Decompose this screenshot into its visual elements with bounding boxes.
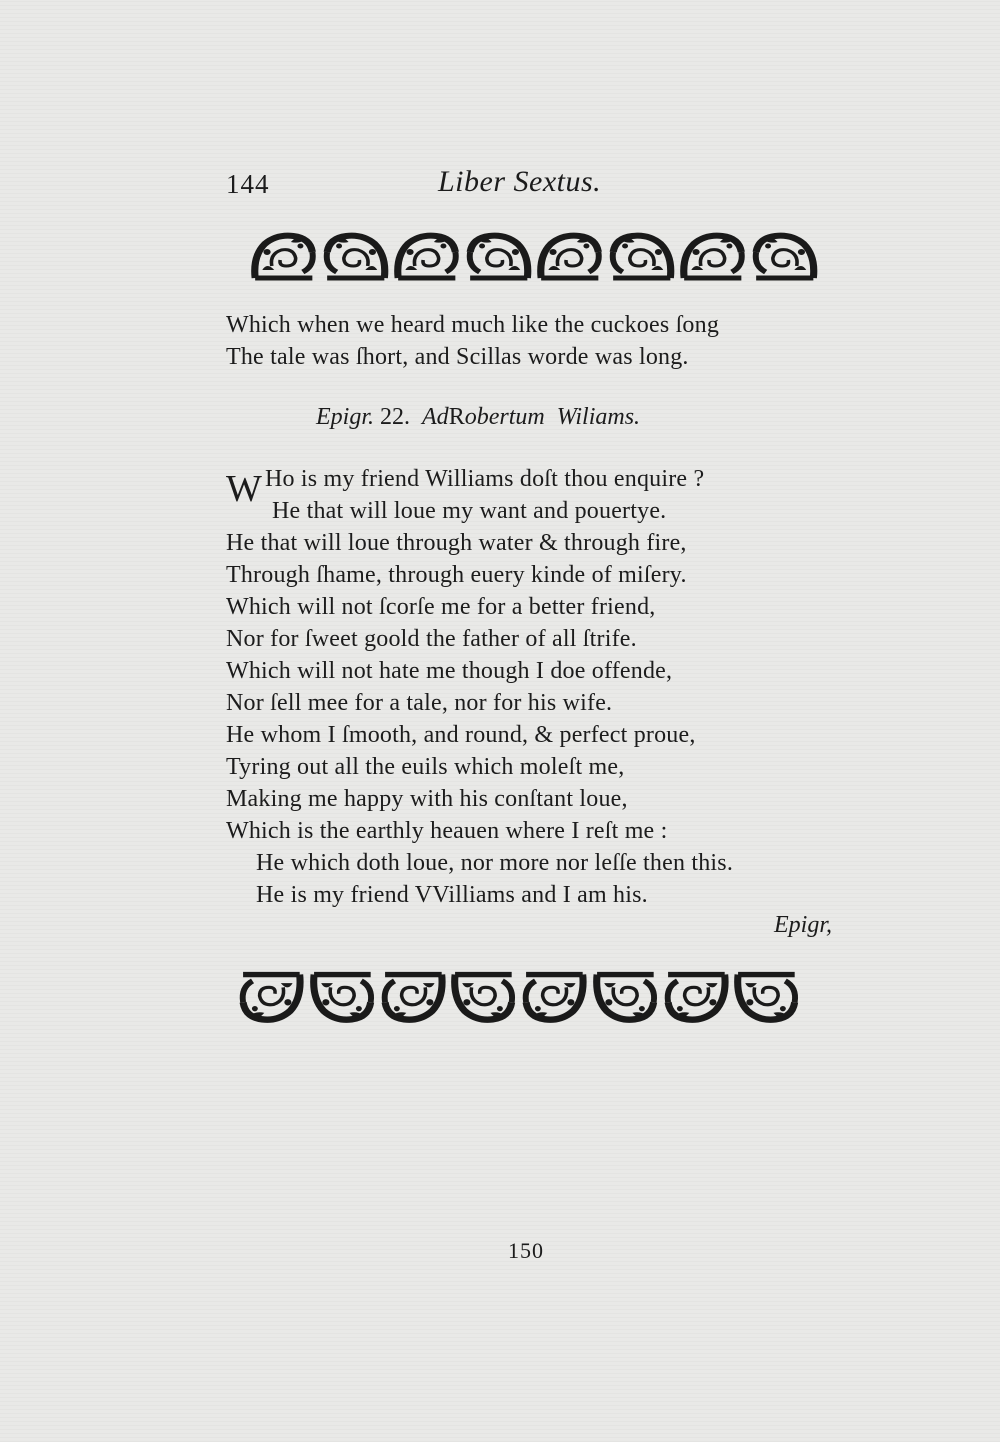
- verse-line-text: Making me happy with his conſtant loue,: [226, 786, 628, 812]
- vine-scroll-icon: [731, 966, 802, 1030]
- verse-line: [265, 466, 704, 493]
- verse-line-text: Which will not hate me though I doe offende,: [226, 658, 673, 684]
- verse-line: [256, 882, 648, 909]
- verse-line: [256, 850, 733, 877]
- vine-scroll-icon: [677, 226, 749, 286]
- intro-line-2: [226, 344, 689, 371]
- verse-line-text: He is my friend VVilliams and I am his.: [256, 882, 648, 908]
- epigram-name-roman: R: [448, 404, 465, 430]
- vine-scroll-icon: [749, 226, 821, 286]
- verse-line-text: Which will not ſcorſe me for a better friend,: [226, 594, 656, 620]
- vine-scroll-icon: [378, 966, 449, 1030]
- vine-scroll-icon: [606, 226, 678, 286]
- vine-scroll-icon: [534, 226, 606, 286]
- epigram-label: Epigr.: [316, 404, 375, 430]
- verse-line: [226, 690, 612, 717]
- vine-scroll-icon: [661, 966, 732, 1030]
- verse-line: [226, 562, 687, 589]
- epigram-heading: [316, 404, 640, 431]
- vine-scroll-icon: [448, 966, 519, 1030]
- epigram-number: 22.: [380, 404, 411, 430]
- verse-line: [272, 498, 666, 525]
- verse-line-text: Tyring out all the euils which moleſt me,: [226, 754, 625, 780]
- vine-scroll-icon: [236, 966, 307, 1030]
- verse-line: [226, 786, 628, 813]
- running-head: [226, 163, 826, 203]
- vine-scroll-icon: [320, 226, 392, 286]
- verse-line-text: He which doth loue, nor more nor leſſe then this.: [256, 850, 734, 876]
- catchword: Epigr,: [773, 912, 832, 938]
- verse-line: [226, 722, 696, 749]
- verse-line: [226, 626, 637, 653]
- bottom-vine-ornament: [236, 966, 802, 1030]
- intro-line-1-text: Which when we heard much like the cuckoes ſong: [226, 312, 720, 338]
- vine-scroll-icon: [391, 226, 463, 286]
- vine-scroll-icon: [463, 226, 535, 286]
- verse-line-text: Nor for ſweet goold the father of all ſtrife.: [226, 626, 637, 652]
- verse-line-text: Through ſhame, through euery kinde of miſery.: [226, 562, 687, 588]
- verse-line-text: He whom I ſmooth, and round, & perfect proue,: [226, 722, 696, 748]
- intro-line-2-text: The tale was ſhort, and Scillas worde was long.: [226, 344, 689, 370]
- verse-line-text: Which is the earthly heauen where I reſt me :: [226, 818, 668, 844]
- epigram-ad: Ad: [422, 404, 449, 430]
- running-title: Liber Sextus.: [438, 165, 602, 198]
- vine-scroll-icon: [307, 966, 378, 1030]
- vine-scroll-icon: [590, 966, 661, 1030]
- drop-cap: W: [226, 468, 262, 510]
- vine-scroll-icon: [248, 226, 320, 286]
- verse-line: [226, 658, 672, 685]
- verse-line-text: He that will loue my want and pouertye.: [272, 498, 667, 524]
- epigram-name-rest: obertum: [464, 404, 545, 430]
- epigram-surname: Wiliams.: [556, 404, 641, 430]
- verse-line: [226, 594, 656, 621]
- verse-line-text: He that will loue through water & through fire,: [226, 530, 687, 556]
- intro-line-1: [226, 312, 719, 339]
- verse-line-text: Ho is my friend Williams doſt thou enquire ?: [265, 466, 705, 492]
- vine-scroll-icon: [519, 966, 590, 1030]
- page-number: 144: [226, 169, 270, 199]
- verse-line: [226, 818, 667, 845]
- verse-line: [226, 754, 624, 781]
- verse-line-text: Nor ſell mee for a tale, nor for his wife.: [226, 690, 613, 716]
- verse-line: [226, 530, 687, 557]
- folio-number: 150: [508, 1238, 544, 1263]
- top-vine-ornament: [248, 226, 820, 286]
